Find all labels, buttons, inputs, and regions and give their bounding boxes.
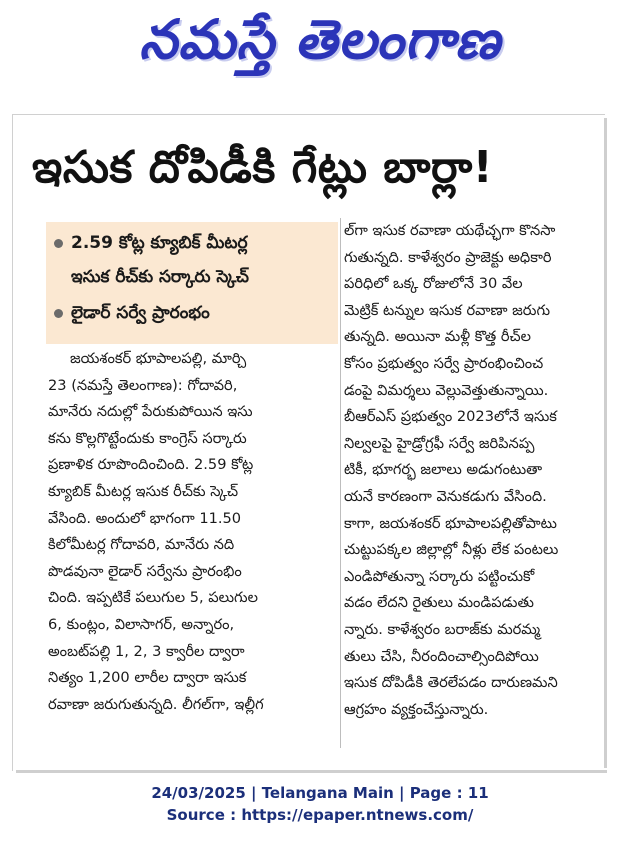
footer-source: Source : https://epaper.ntnews.com/: [166, 806, 474, 824]
body-line: కాగా, జయశంకర్ భూపాలపల్లితోపాటు: [344, 514, 557, 532]
body-line: క్యూబిక్ మీటర్ల ఇసుక రీచ్‌కు స్కెచ్: [48, 482, 239, 500]
body-line: ఆగ్రహం వ్యక్తంచేస్తున్నారు.: [344, 700, 489, 718]
article-headline: ఇసుక దోపిడీకి గేట్లు బార్లా!: [32, 142, 494, 193]
body-line: తున్నది. అయినా మళ్లీ కొత్త రీచ్‌ల: [344, 328, 531, 346]
body-line: ఎండిపోతున్నా సర్కారు పట్టించుకో: [344, 567, 535, 585]
body-line: 6, కుంట్లం, విలాసాగర్, అన్నారం,: [48, 615, 235, 633]
article-body-left-column: [48, 346, 338, 718]
article-body-right-column: [344, 218, 602, 723]
body-line: ల్‌గా ఇసుక రవాణా యథేచ్ఛగా కొనసా: [344, 222, 556, 239]
clipping-shadow-bottom: [16, 770, 607, 773]
body-line: వేసింది. అందులో భాగంగా 11.50: [48, 509, 242, 527]
body-line: పొడవునా లైడార్ సర్వేను ప్రారంభిం: [48, 562, 242, 580]
body-line: ప్రణాళిక రూపొందించింది. 2.59 కోట్ల: [48, 456, 254, 474]
highlights-box: [46, 222, 338, 344]
body-line: ఇసుక దోపిడీకి తెరలేపడం దారుణమని: [344, 674, 558, 692]
body-line: డంపై విమర్శలు వెల్లువెత్తుతున్నాయి.: [344, 381, 549, 399]
body-line: మానేరు నదుల్లో పేరుకుపోయిన ఇసు: [48, 403, 253, 421]
highlight-item: [54, 298, 210, 328]
highlight-text: ఇసుక రీచ్‌కు సర్కారు స్కెచ్: [71, 267, 249, 287]
body-line: తులు చేసి, నీరందించాల్సిందిపోయి: [344, 647, 539, 665]
bullet-icon: [54, 309, 63, 318]
body-line: చుట్టుపక్కల జిల్లాల్లో నీళ్లు లేక పంటలు: [344, 541, 559, 559]
body-line: చింది. ఇప్పటికే పలుగుల 5, పలుగుల: [48, 589, 258, 607]
body-line: 23 (నమస్తే తెలంగాణ): గోదావరి,: [48, 376, 238, 394]
footer-edition-info: 24/03/2025 | Telangana Main | Page : 11: [151, 784, 489, 802]
body-line: కను కొల్లగొట్టేందుకు కాంగ్రెస్ సర్కారు: [48, 429, 247, 447]
body-line: యనే కారణంగా వెనుకడుగు వేసింది.: [344, 487, 547, 505]
body-line: బీఆర్‌ఎస్ ప్రభుత్వం 2023లోనే ఇసుక: [344, 408, 557, 426]
body-line: కోసం ప్రభుత్వం సర్వే ప్రారంభించించ: [344, 354, 544, 372]
body-line: న్నారు. కాళేశ్వరం బరాజ్‌కు మరమ్మ: [344, 620, 541, 638]
body-line: జయశంకర్ భూపాలపల్లి, మార్చి: [70, 350, 247, 367]
body-line: పరిధిలో ఒక్క రోజులోనే 30 వేల: [344, 275, 523, 293]
clipping-shadow-right: [604, 118, 607, 768]
body-line: వడం లేదని రైతులు మండిపడుతు: [344, 594, 534, 612]
body-line: నిత్యం 1,200 లారీల ద్వారా ఇసుక: [48, 669, 247, 687]
highlight-text: 2.59 కోట్ల క్యూబిక్ మీటర్ల: [71, 233, 248, 253]
highlight-item: [71, 262, 249, 292]
masthead-logo: నమస్తే తెలంగాణ: [139, 7, 501, 71]
body-line: కిలోమీటర్ల గోదావరి, మానేరు నది: [48, 536, 235, 554]
highlight-item: [54, 228, 248, 258]
body-line: అంబట్‌పల్లి 1, 2, 3 క్వారీల ద్వారా: [48, 642, 245, 660]
column-divider: [340, 218, 341, 748]
body-line: నిల్వలపై హైడ్రోగ్రఫీ సర్వే జరిపినప్ప: [344, 434, 535, 452]
highlight-text: లైడార్ సర్వే ప్రారంభం: [71, 303, 210, 323]
body-line: టికీ, భూగర్భ జలాలు అడుగంటుతా: [344, 461, 543, 479]
body-line: గుతున్నది. కాళేశ్వరం ప్రాజెక్టు అధికారి: [344, 248, 552, 266]
masthead: [0, 0, 640, 92]
body-line: రవాణా జరుగుతున్నది. లీగల్‌గా, ఇల్లీగ: [48, 695, 264, 713]
bullet-icon: [54, 239, 63, 248]
body-line: మెట్రిక్ టన్నుల ఇసుక రవాణా జరుగు: [344, 301, 551, 319]
